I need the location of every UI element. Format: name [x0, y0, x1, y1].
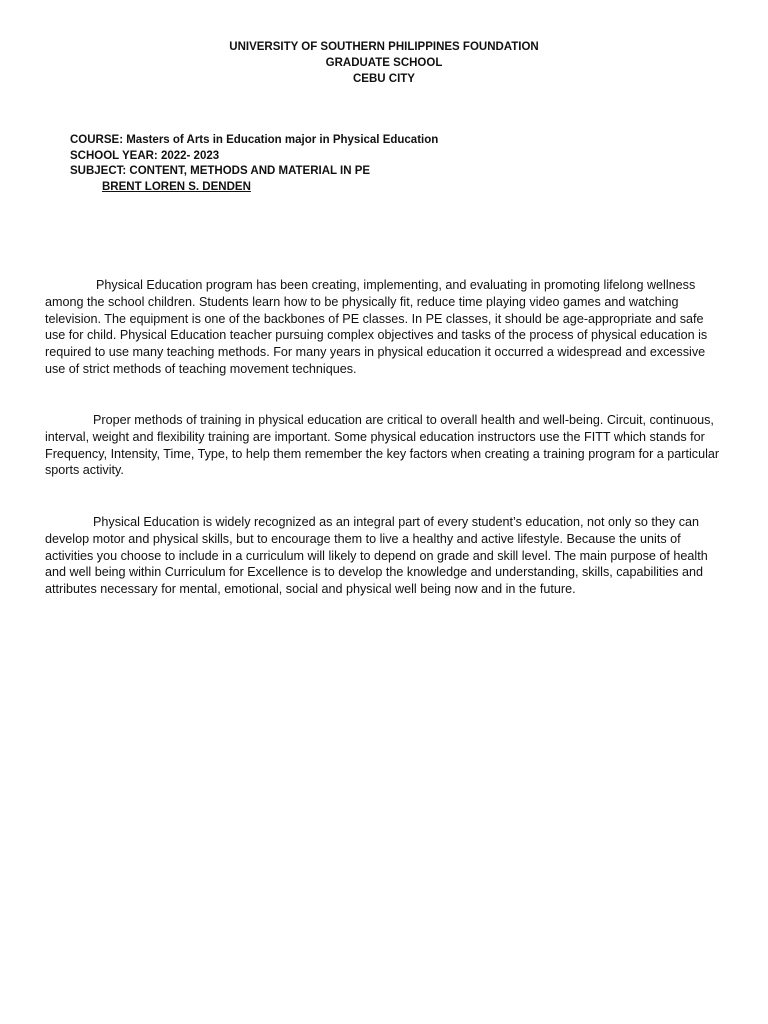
paragraph-1-text: Physical Education program has been creating, implementing, and evaluating in promoting lifelong wellness among the school children. Students learn how to be physically fit, reduce time playing video games and watching television. The equipment is one of the backbones of PE classes. In PE classes, it should be age-appropriate and safe use for child. Physical Education teacher pursuing complex objectives and tasks of the process of physical education is required to use many teaching methods. For many years in physical education it occurred a widespread and excessive use of strict methods of teaching movement techniques. — [45, 278, 708, 376]
university-name: UNIVERSITY OF SOUTHERN PHILIPPINES FOUNDATION — [229, 41, 539, 53]
city-name: CEBU CITY — [353, 73, 415, 85]
school-name: GRADUATE SCHOOL — [325, 57, 443, 69]
paragraph-2 — [45, 412, 725, 479]
course-line: COURSE: Masters of Arts in Education major in Physical Education — [70, 134, 439, 146]
paragraph-3-text: Physical Education is widely recognized as an integral part of every student’s education, not only so they can develop motor and physical skills, but to encourage them to live a healthy and active lifestyle. Because the units of activities you choose to include in a curriculum will likely to depend on grade and skill level. The main purpose of health and well being within Curriculum for Excellence is to develop the knowledge and understanding, skills, capabilities and attributes necessary for mental, emotional, social and physical well being now and in the future. — [45, 515, 708, 597]
document-header — [0, 39, 768, 87]
paragraph-3 — [45, 514, 725, 598]
paragraph-2-text: Proper methods of training in physical education are critical to overall health and well-being. Circuit, continuous, interval, weight and flexibility training are important. Some physical education instructors use the FITT which stands for Frequency, Intensity, Time, Type, to help them remember the key factors when creating a training program for a particular sports activity. — [45, 413, 720, 478]
school-year-line: SCHOOL YEAR: 2022- 2023 — [70, 149, 220, 162]
paragraph-1 — [45, 277, 725, 378]
author-name: BRENT LOREN S. DENDEN — [102, 180, 251, 193]
course-info — [70, 133, 438, 195]
subject-line: SUBJECT: CONTENT, METHODS AND MATERIAL IN PE — [70, 165, 371, 177]
